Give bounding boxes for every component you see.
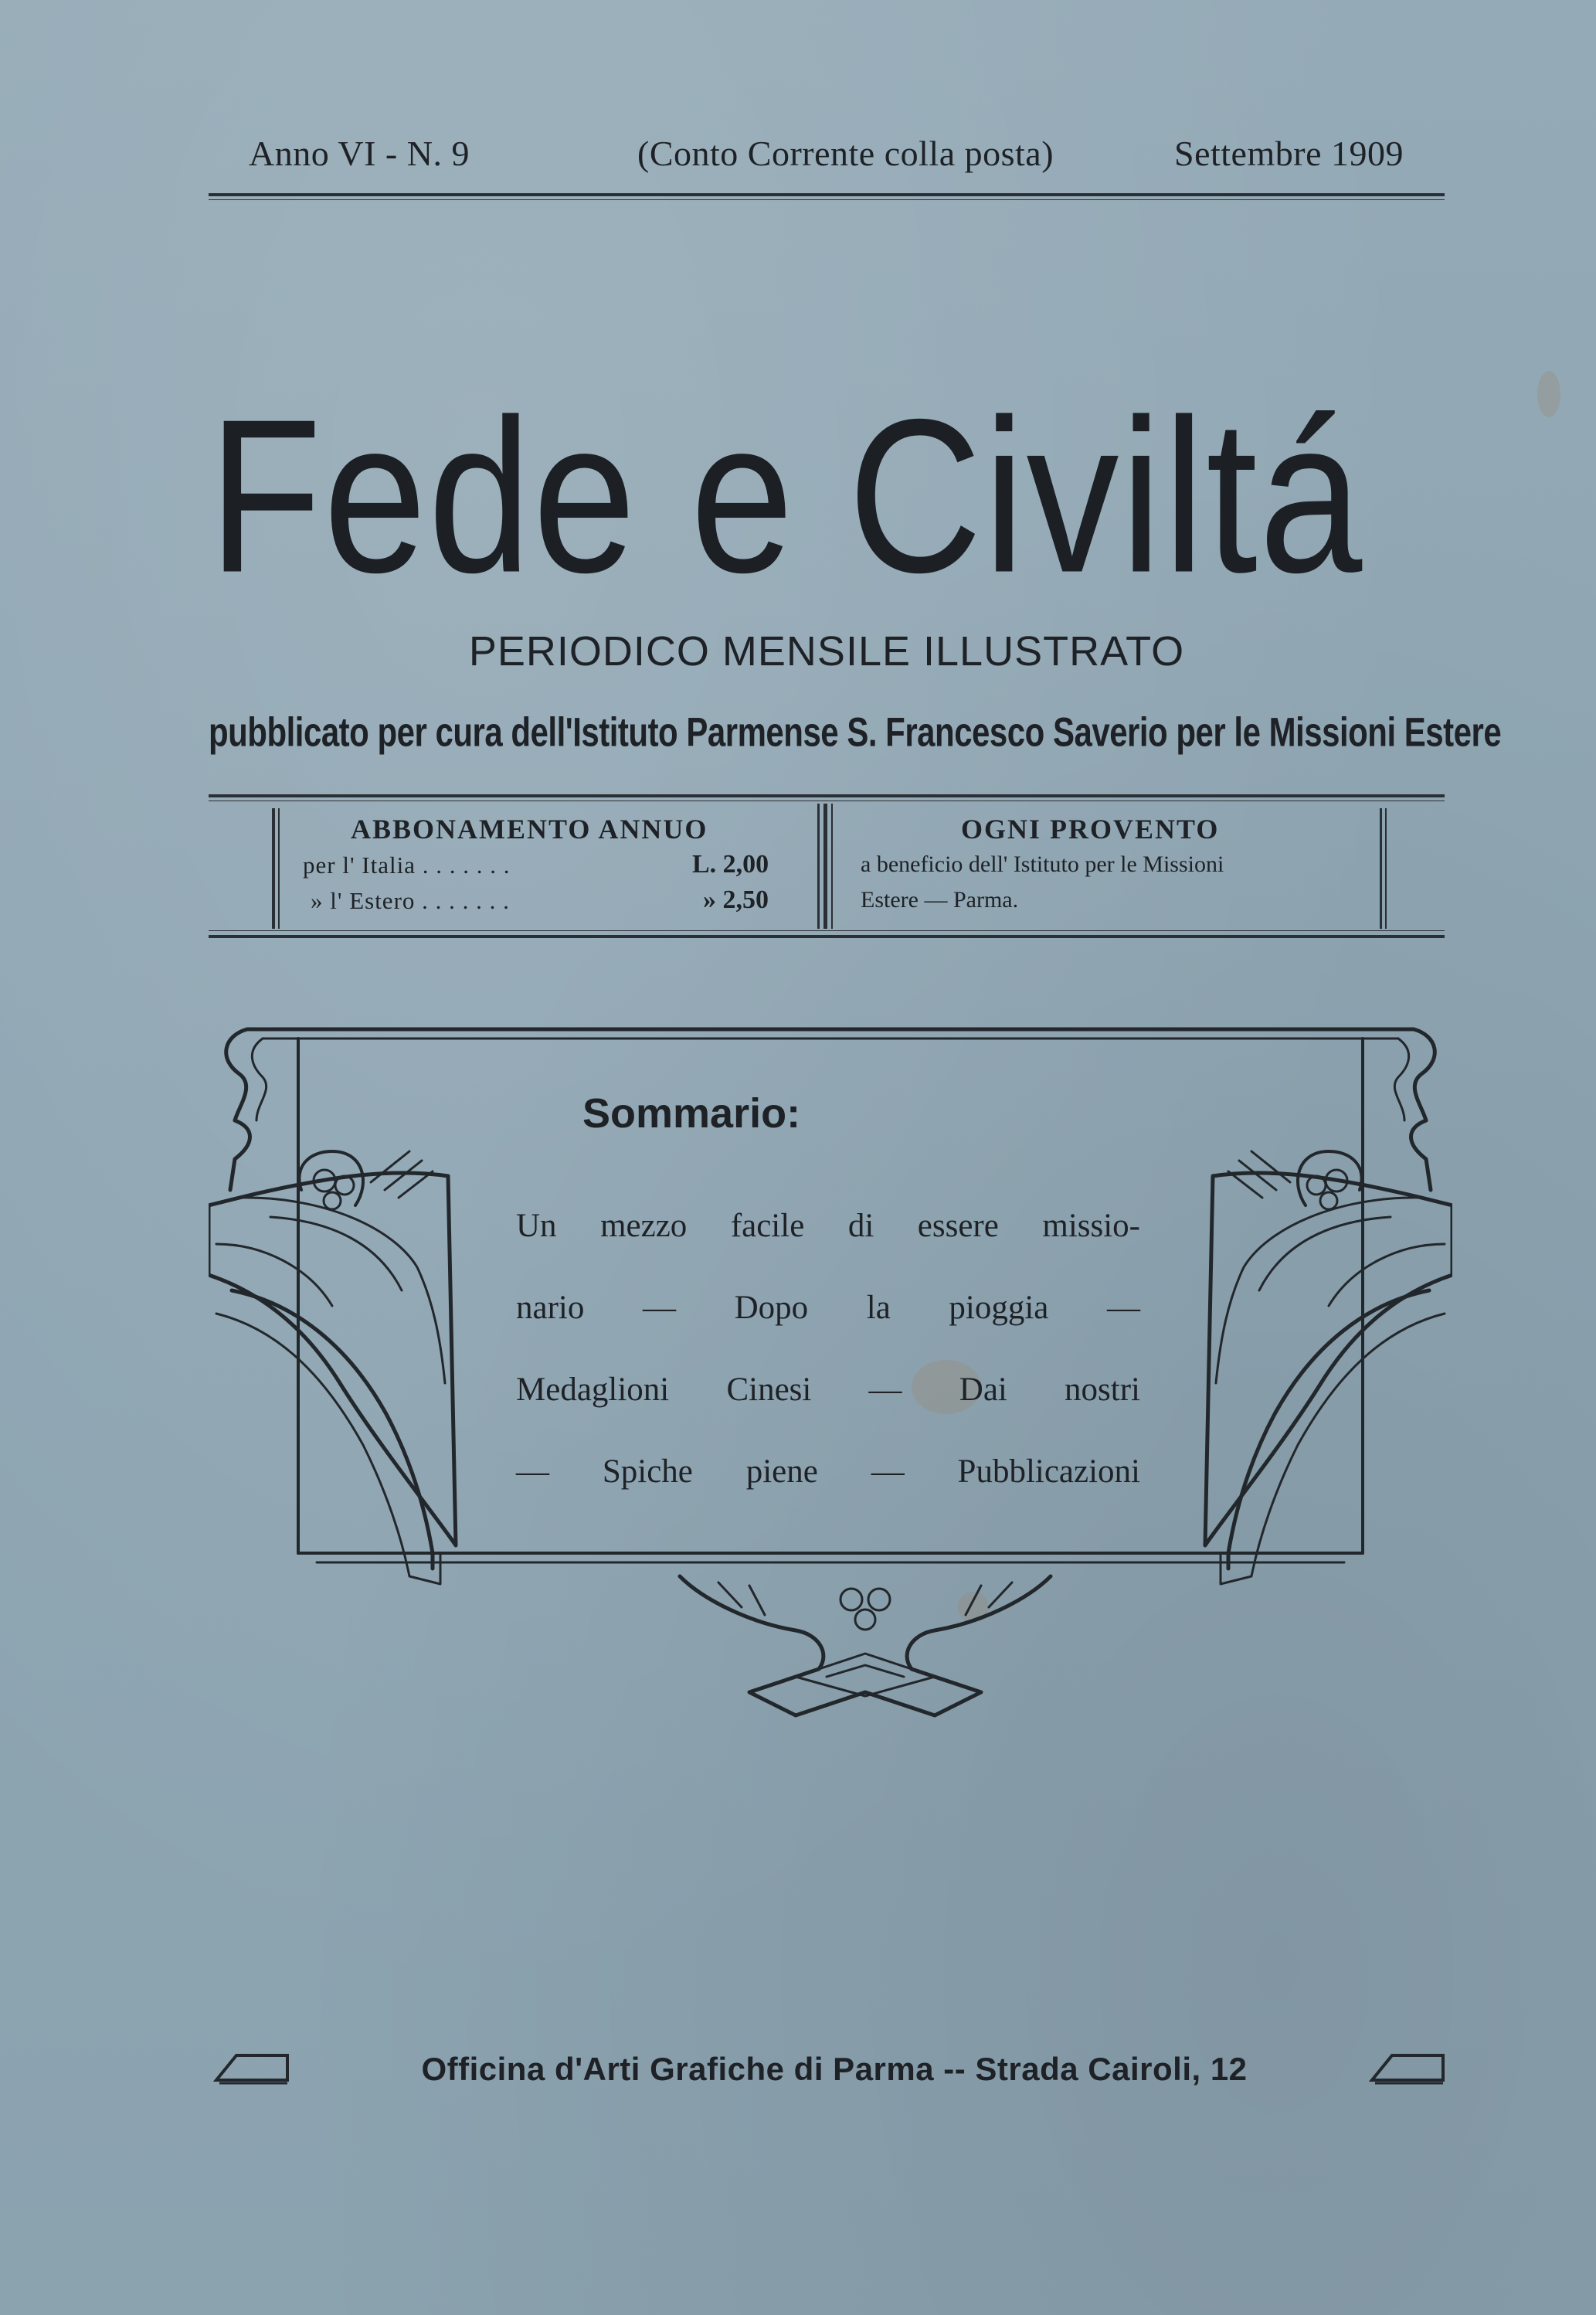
box-right-bar bbox=[1380, 808, 1382, 929]
issue-header bbox=[209, 133, 1445, 187]
magazine-title: Fede e Civiltá bbox=[209, 373, 1364, 618]
subscription-row-price: L. 2,00 bbox=[692, 850, 769, 879]
issue-number: Anno VI - N. 9 bbox=[249, 134, 470, 173]
box-bottom-rule-thin bbox=[209, 930, 1445, 931]
box-left-bar bbox=[278, 808, 280, 929]
book-ornament-icon bbox=[1369, 2049, 1446, 2085]
sommario-title: Sommario: bbox=[582, 1090, 801, 1137]
header-rule-thin bbox=[209, 199, 1445, 200]
box-left-bar bbox=[272, 808, 275, 929]
sommario-line: — Spiche piene — Pubblicazioni bbox=[516, 1453, 1140, 1490]
proceeds-heading: OGNI PROVENTO bbox=[961, 814, 1220, 845]
subscription-row-label: » l' Estero . . . . . . . bbox=[311, 887, 510, 914]
sommario-line: nario — Dopo la pioggia — bbox=[516, 1290, 1140, 1326]
sommario-line: Medaglioni Cinesi — Dai nostri bbox=[516, 1372, 1140, 1408]
issue-date: Settembre 1909 bbox=[1174, 134, 1404, 173]
subscription-row-label: per l' Italia . . . . . . . bbox=[303, 852, 511, 879]
header-rule bbox=[209, 193, 1445, 196]
postal-note: (Conto Corrente colla posta) bbox=[637, 134, 1054, 173]
publisher-line: pubblicato per cura dell'Istituto Parmense S. Francesco Saverio per le Missioni Estere bbox=[209, 709, 1502, 755]
box-middle-bar bbox=[823, 804, 827, 929]
box-top-rule bbox=[209, 794, 1445, 797]
proceeds-line: a beneficio dell' Istituto per le Missioni bbox=[861, 852, 1224, 877]
box-middle-bar bbox=[831, 804, 833, 929]
magazine-subtitle: PERIODICO MENSILE ILLUSTRATO bbox=[468, 628, 1185, 675]
proceeds-line: Estere — Parma. bbox=[861, 887, 1019, 913]
box-bottom-rule bbox=[209, 935, 1445, 938]
printer-imprint: Officina d'Arti Grafiche di Parma -- Strada Cairoli, 12 bbox=[421, 2051, 1248, 2087]
sommario-line: Un mezzo facile di essere missio- bbox=[516, 1208, 1140, 1244]
book-ornament-icon bbox=[213, 2049, 290, 2085]
paper-stain bbox=[1537, 371, 1560, 417]
subscription-row-price: » 2,50 bbox=[703, 886, 769, 914]
box-right-bar bbox=[1385, 808, 1387, 929]
subscription-heading: ABBONAMENTO ANNUO bbox=[351, 814, 708, 845]
box-middle-bar bbox=[817, 804, 820, 929]
